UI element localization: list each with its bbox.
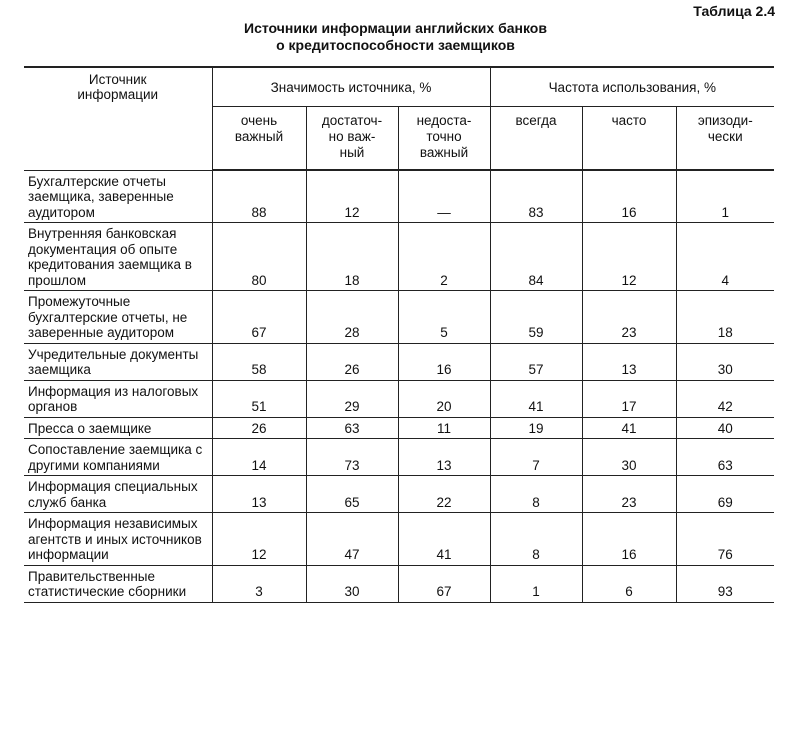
cell-value: 13 [582, 343, 676, 380]
cell-value: 59 [490, 291, 582, 344]
header-frequency: Частота использования, % [490, 67, 774, 107]
cell-value: — [398, 170, 490, 223]
table-row [24, 417, 774, 439]
cell-value: 23 [582, 476, 676, 513]
cell-value: 57 [490, 343, 582, 380]
cell-value: 63 [306, 417, 398, 439]
table-row [24, 380, 774, 417]
row-source: Сопоставление заемщика с другими компаниями [24, 439, 212, 476]
cell-value: 19 [490, 417, 582, 439]
data-table [24, 66, 774, 603]
header-significance: Значимость источника, % [212, 67, 490, 107]
header-very-important: очень важный [212, 107, 306, 171]
row-source: Правительственные статистические сборники [24, 565, 212, 602]
table-number-label: Таблица 2.4 [693, 3, 775, 19]
cell-value: 8 [490, 513, 582, 566]
cell-value: 30 [582, 439, 676, 476]
row-source: Внутренняя банковская документация об опыте кредитования заемщика в прошлом [24, 223, 212, 291]
cell-value: 13 [212, 476, 306, 513]
table-title-line-2: о кредитоспособности заемщиков [276, 37, 515, 53]
cell-value: 69 [676, 476, 774, 513]
table-row [24, 223, 774, 291]
cell-value: 8 [490, 476, 582, 513]
cell-value: 26 [212, 417, 306, 439]
cell-value: 30 [676, 343, 774, 380]
cell-value: 88 [212, 170, 306, 223]
table-row [24, 439, 774, 476]
cell-value: 2 [398, 223, 490, 291]
cell-value: 18 [676, 291, 774, 344]
row-source: Информация из налоговых органов [24, 380, 212, 417]
row-source: Промежуточные бухгалтерские отчеты, не заверенные аудитором [24, 291, 212, 344]
header-episodically: эпизоди-чески [676, 107, 774, 171]
cell-value: 83 [490, 170, 582, 223]
cell-value: 26 [306, 343, 398, 380]
cell-value: 17 [582, 380, 676, 417]
cell-value: 47 [306, 513, 398, 566]
cell-value: 41 [582, 417, 676, 439]
header-source: Источник информации [24, 67, 212, 170]
table-title-line-1: Источники информации английских банков [244, 20, 547, 36]
cell-value: 29 [306, 380, 398, 417]
table-row [24, 343, 774, 380]
cell-value: 11 [398, 417, 490, 439]
header-fairly-important: достаточ-но важ-ный [306, 107, 398, 171]
header-always: всегда [490, 107, 582, 171]
table-row [24, 513, 774, 566]
table-body [24, 170, 774, 602]
cell-value: 16 [582, 170, 676, 223]
cell-value: 3 [212, 565, 306, 602]
cell-value: 22 [398, 476, 490, 513]
table-row [24, 291, 774, 344]
cell-value: 14 [212, 439, 306, 476]
cell-value: 16 [582, 513, 676, 566]
cell-value: 12 [212, 513, 306, 566]
table-row [24, 565, 774, 602]
row-source: Бухгалтерские отчеты заемщика, заверенные аудитором [24, 170, 212, 223]
cell-value: 93 [676, 565, 774, 602]
cell-value: 12 [306, 170, 398, 223]
cell-value: 28 [306, 291, 398, 344]
cell-value: 16 [398, 343, 490, 380]
cell-value: 4 [676, 223, 774, 291]
cell-value: 6 [582, 565, 676, 602]
cell-value: 41 [490, 380, 582, 417]
cell-value: 7 [490, 439, 582, 476]
cell-value: 30 [306, 565, 398, 602]
cell-value: 65 [306, 476, 398, 513]
table-row [24, 476, 774, 513]
cell-value: 67 [212, 291, 306, 344]
row-source: Информация специальных служб банка [24, 476, 212, 513]
row-source: Учредительные документы заемщика [24, 343, 212, 380]
table-title [0, 20, 791, 54]
row-source: Пресса о заемщике [24, 417, 212, 439]
header-often: часто [582, 107, 676, 171]
cell-value: 18 [306, 223, 398, 291]
cell-value: 20 [398, 380, 490, 417]
cell-value: 76 [676, 513, 774, 566]
cell-value: 5 [398, 291, 490, 344]
cell-value: 73 [306, 439, 398, 476]
cell-value: 40 [676, 417, 774, 439]
cell-value: 42 [676, 380, 774, 417]
cell-value: 23 [582, 291, 676, 344]
cell-value: 67 [398, 565, 490, 602]
cell-value: 41 [398, 513, 490, 566]
cell-value: 58 [212, 343, 306, 380]
cell-value: 13 [398, 439, 490, 476]
cell-value: 1 [490, 565, 582, 602]
table-row [24, 170, 774, 223]
cell-value: 84 [490, 223, 582, 291]
cell-value: 1 [676, 170, 774, 223]
cell-value: 51 [212, 380, 306, 417]
cell-value: 80 [212, 223, 306, 291]
header-insufficiently-important: недоста-точно важный [398, 107, 490, 171]
cell-value: 63 [676, 439, 774, 476]
row-source: Информация независимых агентств и иных источников информации [24, 513, 212, 566]
cell-value: 12 [582, 223, 676, 291]
